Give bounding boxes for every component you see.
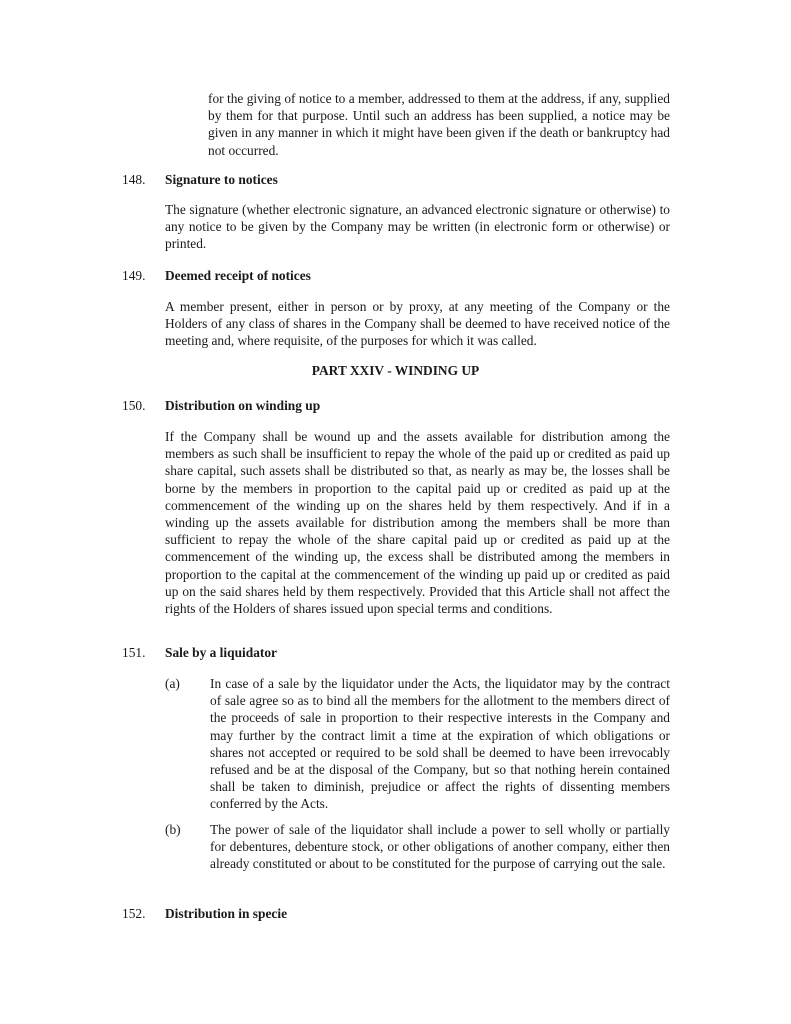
article-number: 151. [122,645,146,660]
article-148-body: The signature (whether electronic signature, an advanced electronic signature or otherwise) to any notice to be given by the Company may be written (in electronic form or otherwise) or printed. [165,202,670,252]
continuation-paragraph: for the giving of notice to a member, addressed to them at the address, if any, supplied by them for that purpose. Until such an address has been supplied, a notice may be given in any manner in which it might have been given if the death or bankruptcy had not occurred. [208,91,670,158]
item-text: The power of sale of the liquidator shall include a power to sell wholly or partially for debentures, debenture stock, or other obligations of another company, either then already constituted or about to be constituted for the purpose of carrying out the sale. [210,822,670,872]
article-title: Signature to notices [165,172,278,187]
article-title: Distribution on winding up [165,398,321,413]
article-number: 152. [122,906,146,921]
article-150-body: If the Company shall be wound up and the assets available for distribution among the members as such shall be insufficient to repay the whole of the paid up or credited as paid up share capital, such assets shall be distributed so that, as nearly as may be, the losses shall be borne by the members in proportion to the capital paid up or credited as paid up at the commencement of the winding up on the shares held by them respectively. And if in a winding up the assets available for distribution among the members shall be more than sufficient to repay the whole of the share capital paid up or credited as paid up at the commencement of the winding up, the excess shall be distributed among the members in proportion to the capital at the commencement of the winding up paid up or credited as paid up on the said shares held by them respectively. Provided that this Article shall not affect the rights of the Holders of shares issued upon special terms and conditions. [165,429,670,617]
article-number: 148. [122,172,146,187]
item-label: (b) [165,822,181,837]
item-text: In case of a sale by the liquidator under the Acts, the liquidator may by the contract of sale agree so as to bind all the members for the allotment to the members direct of the proceeds of sale in proportion to their respective interests in the Company and may further by the contract limit a time at the expiration of which obligations or shares not accepted or required to be sold shall be deemed to have been irrevocably refused and be at the disposal of the Company, but so that nothing herein contained shall be taken to diminish, prejudice or affect the rights of dissenting members conferred by the Acts. [210,676,670,812]
part-heading: PART XXIV - WINDING UP [311,363,480,378]
article-title: Distribution in specie [165,906,288,921]
item-label: (a) [165,676,180,691]
article-title: Deemed receipt of notices [165,268,311,283]
article-title: Sale by a liquidator [165,645,277,660]
article-149-body: A member present, either in person or by proxy, at any meeting of the Company or the Holders of any class of shares in the Company shall be deemed to have received notice of the meeting and, where requisite, of the purposes for which it was called. [165,299,670,349]
article-number: 150. [122,398,146,413]
article-number: 149. [122,268,146,283]
